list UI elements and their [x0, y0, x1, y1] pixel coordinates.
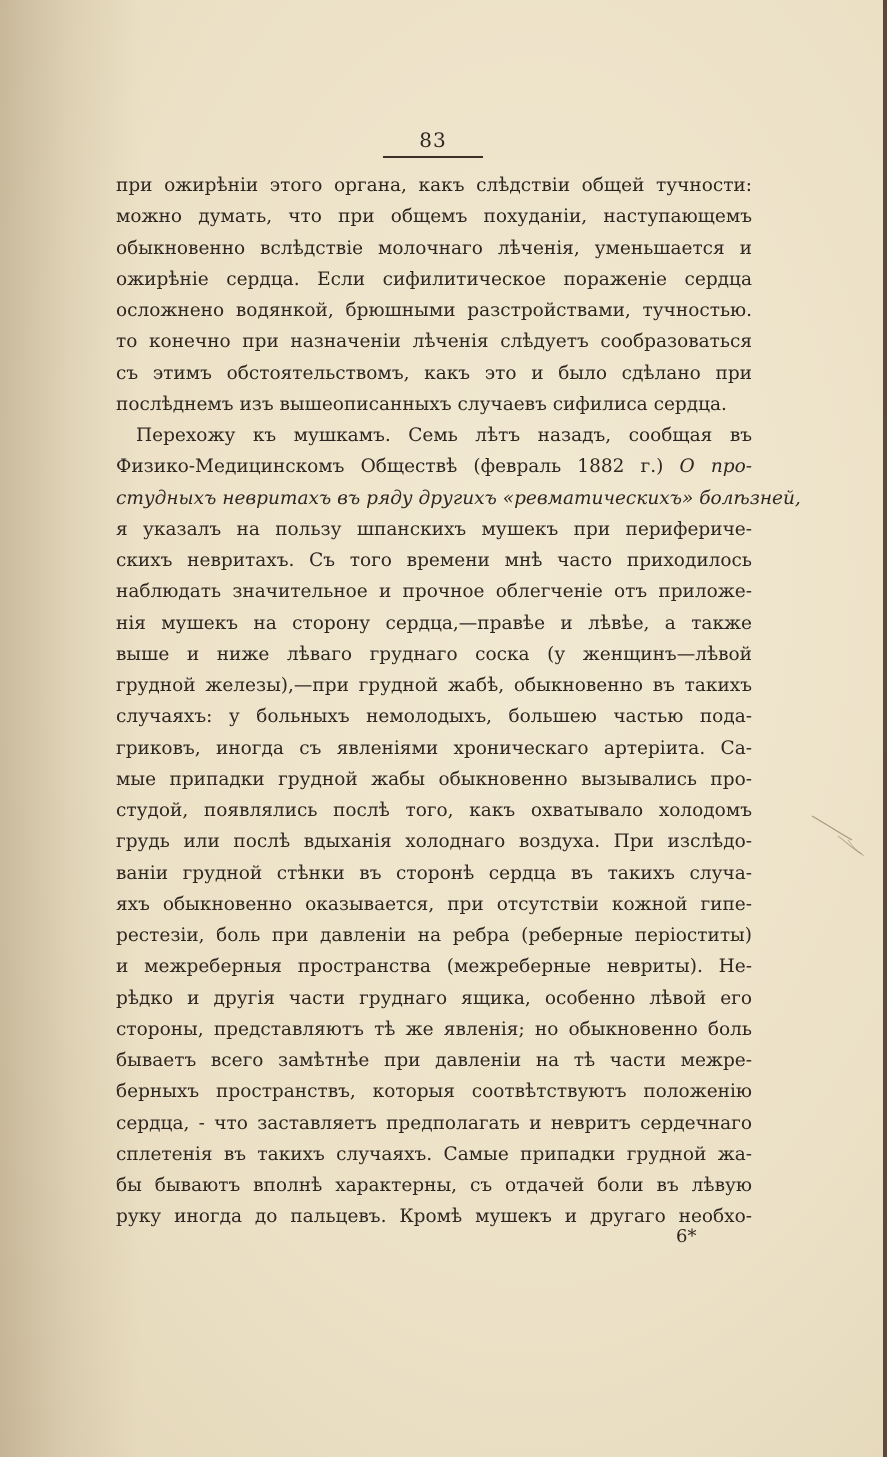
page-edge-shadow [883, 0, 887, 1457]
text-line: бываетъ всего замѣтнѣе при давленіи на тѣ части межре- [116, 1050, 752, 1071]
text-line: сплетенія въ такихъ случаяхъ. Самые припадки грудной жа- [116, 1143, 752, 1165]
text-line: рѣдко и другія части груднаго ящика, особенно лѣвой его [116, 987, 752, 1009]
text-line: яхъ обыкновенно оказывается, при отсутствіи кожной гипе- [116, 893, 752, 915]
text-line: стороны, представляютъ тѣ же явленія; но обыкновенно боль [116, 1018, 752, 1040]
text-line: я указалъ на пользу шпанскихъ мушекъ при перифериче- [116, 518, 752, 540]
text-line: скихъ невритахъ. Съ того времени мнѣ часто приходилось [116, 550, 752, 571]
text-line: случаяхъ: у больныхъ немолодыхъ, большею частью пода- [116, 706, 752, 728]
italic-title-continuation: студныхъ невритахъ въ ряду другихъ «ревматическихъ» болѣзней, [116, 487, 801, 509]
page-number: 83 [419, 128, 447, 152]
printer-signature-mark: 6* [676, 1226, 697, 1247]
text-line: обыкновенно вслѣдствіе молочнаго лѣченія, уменьшается и [116, 237, 752, 259]
text-line: ожирѣніе сердца. Если сифилитическое пораженіе сердца [116, 268, 752, 290]
text-line: мые припадки грудной жабы обыкновенно вызывались про- [116, 768, 752, 790]
italic-title-line [116, 483, 801, 514]
text-line: берныхъ пространствъ, которыя соотвѣтствуютъ положенію [116, 1081, 752, 1103]
text-line: выше и ниже лѣваго груднаго соска (у женщинъ—лѣвой [116, 643, 752, 665]
text-segment: Физико-Медицинскомъ Обществѣ (февраль 1882 г.) [116, 456, 664, 478]
text-line: студой, появлялись послѣ того, какъ охватывало холодомъ [116, 800, 752, 821]
italic-title-start: О про- [679, 456, 752, 478]
text-line: наблюдать значительное и прочное облегченіе отъ приложе- [116, 581, 752, 603]
text-line: нія мушекъ на сторону сердца,—правѣе и лѣвѣе, а также [116, 612, 752, 634]
paragraph-start-line: Перехожу къ мушкамъ. Семь лѣтъ назадъ, сообщая въ [136, 425, 752, 446]
text-line: грудной железы),—при грудной жабѣ, обыкновенно въ такихъ [116, 675, 752, 696]
text-line: грудь или послѣ вдыханія холоднаго воздуха. При изслѣдо- [116, 831, 752, 853]
text-line: послѣднемъ изъ вышеописанныхъ случаевъ сифилиса сердца. [116, 393, 727, 415]
text-line: при ожирѣніи этого органа, какъ слѣдствіи общей тучности: [116, 175, 752, 196]
body-text [116, 170, 801, 1233]
text-line: съ этимъ обстоятельствомъ, какъ это и было сдѣлано при [116, 362, 752, 384]
header-rule [383, 156, 483, 158]
text-line: руку иногда до пальцевъ. Кромѣ мушекъ и другаго необхо- [116, 1206, 752, 1228]
text-line: бы бываютъ вполнѣ характерны, съ отдачей боли въ лѣвую [116, 1175, 752, 1196]
text-line: можно думать, что при общемъ похуданіи, наступающемъ [116, 206, 752, 228]
text-line: ваніи грудной стѣнки въ сторонѣ сердца въ такихъ случа- [116, 862, 752, 884]
text-line-with-italic [116, 451, 752, 482]
text-line: гриковъ, иногда съ явленіями хроническаго артеріита. Са- [116, 737, 752, 759]
text-line: рестезіи, боль при давленіи на ребра (реберные періоститы) [116, 925, 752, 946]
margin-pencil-mark [808, 810, 868, 860]
text-line: то конечно при назначеніи лѣченія слѣдуетъ сообразоваться [116, 331, 752, 353]
text-line: и межреберныя пространства (межреберные невриты). Не- [116, 956, 752, 978]
text-line: осложнено водянкой, брюшными разстройствами, тучностью. [116, 300, 752, 321]
text-line: сердца, - что заставляетъ предполагать и невритъ сердечнаго [116, 1112, 752, 1134]
